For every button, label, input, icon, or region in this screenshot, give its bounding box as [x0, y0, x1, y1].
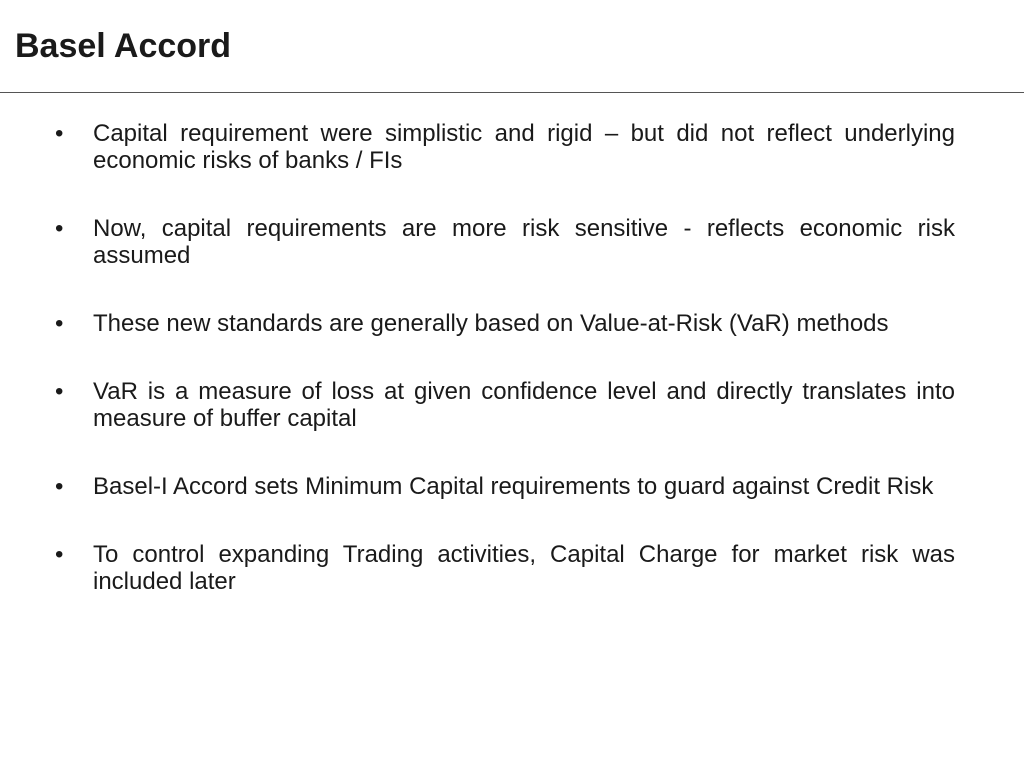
- bullet-icon: •: [55, 473, 64, 500]
- bullet-item: [55, 310, 955, 337]
- bullet-text: Basel-I Accord sets Minimum Capital requirements to guard against Credit Risk: [93, 473, 934, 500]
- bullet-text: VaR is a measure of loss at given confidence level and directly translates into measure of buffer capital: [93, 378, 955, 432]
- bullet-item: [55, 215, 955, 269]
- bullet-text: These new standards are generally based on Value-at-Risk (VaR) methods: [93, 310, 889, 337]
- bullet-text: Capital requirement were simplistic and rigid – but did not reflect underlying economic risks of banks / FIs: [93, 120, 955, 174]
- bullet-icon: •: [55, 120, 64, 147]
- bullet-icon: •: [55, 215, 64, 242]
- bullet-icon: •: [55, 378, 64, 405]
- bullet-item: [55, 378, 955, 432]
- bullet-item: [55, 473, 955, 500]
- bullet-item: [55, 120, 955, 174]
- bullet-text: To control expanding Trading activities, Capital Charge for market risk was included later: [93, 541, 955, 595]
- bullet-item: [55, 541, 955, 595]
- title-divider: [0, 92, 1024, 93]
- slide-title: Basel Accord: [15, 27, 232, 65]
- bullet-list: [55, 120, 955, 636]
- bullet-icon: •: [55, 541, 64, 568]
- bullet-icon: •: [55, 310, 64, 337]
- bullet-text: Now, capital requirements are more risk sensitive - reflects economic risk assumed: [93, 215, 955, 269]
